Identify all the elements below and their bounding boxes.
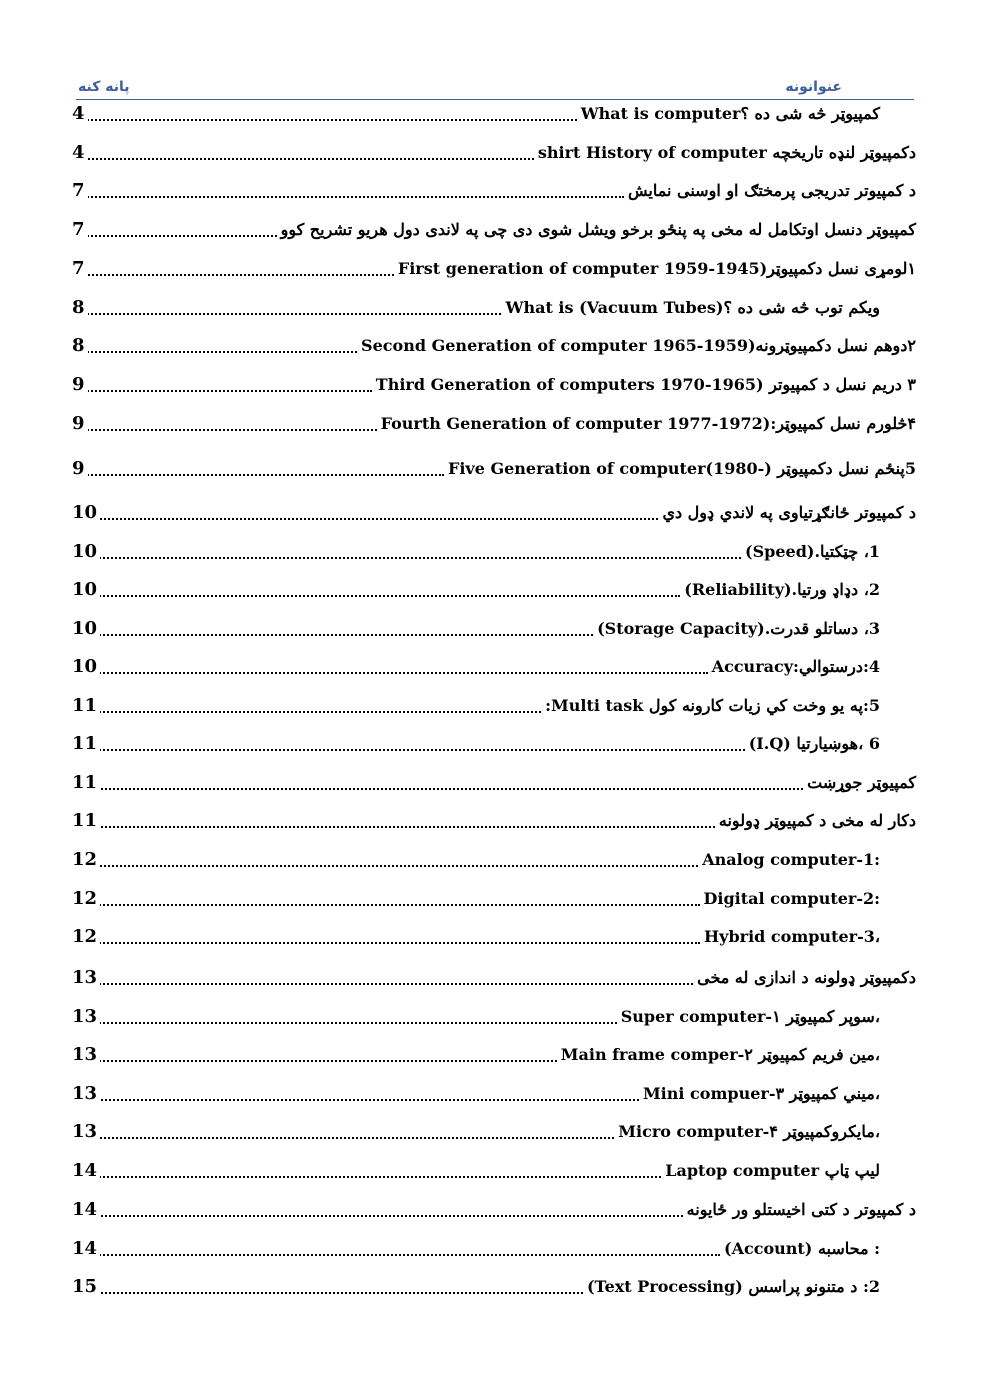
- toc-entry-title: دکار له مخی د کمپیوټر ډولونه: [715, 811, 916, 831]
- toc-entry[interactable]: [72, 1039, 916, 1067]
- toc-page-number: 9: [72, 459, 88, 479]
- toc-entry[interactable]: [72, 1233, 916, 1261]
- toc-page-number: 10: [72, 542, 100, 562]
- toc-entry-title: 4:درستوالي:Accuracy: [708, 657, 880, 677]
- toc-entry[interactable]: [72, 408, 916, 436]
- toc-entry[interactable]: [72, 574, 916, 602]
- header-page-column-label: پانه کنه: [78, 79, 130, 95]
- dot-leader: [84, 1215, 683, 1217]
- toc-entry-title: 5پنځم نسل دکمپیوټر (-1980)Five Generation of computer: [444, 459, 916, 479]
- toc-page-number: 7: [72, 220, 88, 240]
- toc-entry[interactable]: [72, 767, 916, 795]
- toc-page-number: 9: [72, 414, 88, 434]
- toc-entry-title: ۴څلورم نسل کمپیوټر:(1972-1977 Fourth Generation of computer: [377, 414, 916, 434]
- toc-entry-title: Mini compuer-۳ میني کمپیوټر،: [639, 1084, 880, 1104]
- toc-entry-title: دکمپیوټر ډولونه د اندازی له مخی: [693, 968, 916, 988]
- dot-leader: [84, 672, 708, 674]
- toc-entry-title: کمپیوټر دنسل اوتکامل له مخی په پنځو برخو ویشل شوی دی چی په لاندی دول هریو تشریح کوو: [277, 220, 916, 240]
- dot-leader: [84, 1099, 639, 1101]
- toc-page-number: 14: [72, 1239, 100, 1259]
- toc-entry-title: What is computerکمپیوټر څه شی ده ؟: [577, 104, 880, 124]
- dot-leader: [84, 1292, 583, 1294]
- dot-leader: [84, 158, 534, 160]
- dot-leader: [84, 749, 745, 751]
- toc-page-number: 12: [72, 850, 100, 870]
- toc-page-number: 13: [72, 968, 100, 988]
- toc-entry[interactable]: [72, 844, 916, 872]
- toc-entry[interactable]: [72, 1271, 916, 1299]
- dot-leader: [84, 983, 693, 985]
- toc-page-number: 12: [72, 927, 100, 947]
- toc-page-number: 10: [72, 619, 100, 639]
- dot-leader: [84, 274, 394, 276]
- toc-entry-title: 5:په یو وخت کي زیات کارونه کول Multi task:: [541, 696, 880, 716]
- dot-leader: [84, 390, 372, 392]
- toc-entry[interactable]: [72, 98, 916, 126]
- dot-leader: [84, 429, 377, 431]
- toc-entry-title: ۲دوهم نسل دکمپیوټرونه(1959-1965 Second Generation of computer: [357, 336, 916, 356]
- toc-entry-title: Main frame comper-۲ مین فریم کمپیوټر،: [557, 1045, 880, 1065]
- toc-entry-title: د کمپیوتر د کتی اخیستلو ور ځایونه: [683, 1200, 916, 1220]
- toc-entry[interactable]: [72, 883, 916, 911]
- toc-entry-title: دکمپیوټر لنډه تاریخچه shirt History of computer: [534, 143, 916, 163]
- toc-entry-title: Analog computer-1:: [698, 850, 880, 870]
- toc-entry[interactable]: [72, 651, 916, 679]
- toc-entry[interactable]: [72, 292, 916, 320]
- toc-page-number: 14: [72, 1161, 100, 1181]
- dot-leader: [84, 474, 444, 476]
- toc-page-number: 13: [72, 1084, 100, 1104]
- toc-page-number: 4: [72, 143, 88, 163]
- toc-entry[interactable]: [72, 1116, 916, 1144]
- toc-entry[interactable]: [72, 330, 916, 358]
- toc-entry-title: د کمپیوتر تدریجی پرمختګ او اوسنی نمایش: [624, 181, 916, 201]
- toc-entry[interactable]: [72, 453, 916, 481]
- toc-page-number: 7: [72, 181, 88, 201]
- toc-entry[interactable]: [72, 214, 916, 242]
- dot-leader: [84, 826, 715, 828]
- dot-leader: [84, 1022, 617, 1024]
- toc-page-number: 14: [72, 1200, 100, 1220]
- dot-leader: [84, 196, 624, 198]
- toc-page-number: 10: [72, 657, 100, 677]
- toc-page-number: 10: [72, 503, 100, 523]
- dot-leader: [84, 1060, 557, 1062]
- toc-entry-title: Super computer-۱ سوپر کمپیوټر،: [617, 1007, 880, 1027]
- toc-entry-title: 2: د متنونو پراسس (Text Processing): [583, 1277, 880, 1297]
- toc-entry[interactable]: [72, 1194, 916, 1222]
- toc-entry[interactable]: [72, 497, 916, 525]
- toc-entry-title: 6 ،هوښیارتیا (I.Q): [745, 734, 880, 754]
- toc-entry[interactable]: [72, 1155, 916, 1183]
- toc-entry[interactable]: [72, 805, 916, 833]
- toc-entry-title: ۳ دریم نسل د کمپیوتر (1965-1970 Third Generation of computers: [372, 375, 916, 395]
- toc-entry-title: 3، دساتلو قدرت.(Storage Capacity): [593, 619, 880, 639]
- header-title-column-label: عنوانونه: [785, 79, 842, 95]
- toc-entry-title: What is (Vacuum Tubes)ویکم توب څه شی ده ؟: [501, 298, 880, 318]
- dot-leader: [84, 865, 698, 867]
- toc-page-number: 11: [72, 734, 100, 754]
- dot-leader: [84, 788, 803, 790]
- toc-entry-title: 2، دډاډ ورتیا.(Reliability): [680, 580, 880, 600]
- dot-leader: [84, 518, 658, 520]
- toc-entry[interactable]: [72, 253, 916, 281]
- toc-page-number: 15: [72, 1277, 100, 1297]
- dot-leader: [84, 595, 680, 597]
- toc-page-number: 10: [72, 580, 100, 600]
- toc-page-number: 4: [72, 104, 88, 124]
- toc-entry-title: کمپیوټر جوړښت: [803, 773, 916, 793]
- toc-entry-title: : محاسبه (Account): [720, 1239, 880, 1259]
- dot-leader: [84, 904, 700, 906]
- toc-entry-title: Micro computer-۴ مایکروکمپیوټر،: [614, 1122, 880, 1142]
- toc-page-number: 12: [72, 889, 100, 909]
- toc-entry[interactable]: [72, 690, 916, 718]
- toc-entry-title: د کمپیوتر ځانګړتیاوی په لاندي ډول دي: [658, 503, 916, 523]
- dot-leader: [84, 942, 700, 944]
- toc-page-number: 11: [72, 696, 100, 716]
- toc-page-number: 13: [72, 1007, 100, 1027]
- dot-leader: [84, 1176, 661, 1178]
- toc-entry[interactable]: [72, 175, 916, 203]
- toc-entry-title: 1، چټکتیا.(Speed): [741, 542, 880, 562]
- toc-entry-title: ۱لومړی نسل دکمپیوټر(1945-1959 First generation of computer: [394, 259, 916, 279]
- toc-entry[interactable]: [72, 921, 916, 949]
- toc-entry[interactable]: [72, 536, 916, 564]
- dot-leader: [84, 1137, 614, 1139]
- toc-entry[interactable]: [72, 1078, 916, 1106]
- toc-entry[interactable]: [72, 962, 916, 990]
- dot-leader: [84, 1254, 720, 1256]
- toc-entry[interactable]: [72, 137, 916, 165]
- dot-leader: [84, 313, 501, 315]
- dot-leader: [84, 119, 577, 121]
- toc-page-number: 8: [72, 336, 88, 356]
- toc-page-number: 11: [72, 811, 100, 831]
- toc-entry[interactable]: [72, 613, 916, 641]
- toc-page-number: 11: [72, 773, 100, 793]
- toc-page-number: 8: [72, 298, 88, 318]
- toc-page-number: 13: [72, 1122, 100, 1142]
- dot-leader: [84, 557, 741, 559]
- toc-page-number: 13: [72, 1045, 100, 1065]
- toc-entry[interactable]: [72, 369, 916, 397]
- toc-entry-title: Hybrid computer-3،: [700, 927, 880, 947]
- dot-leader: [84, 711, 541, 713]
- toc-entry-title: لیپ ټاپ Laptop computer: [661, 1161, 880, 1181]
- toc-page-number: 7: [72, 259, 88, 279]
- dot-leader: [84, 235, 277, 237]
- toc-page-number: 9: [72, 375, 88, 395]
- toc-entry[interactable]: [72, 1001, 916, 1029]
- toc-entry[interactable]: [72, 728, 916, 756]
- dot-leader: [84, 634, 593, 636]
- toc-entry-title: Digital computer-2:: [700, 889, 880, 909]
- dot-leader: [84, 351, 357, 353]
